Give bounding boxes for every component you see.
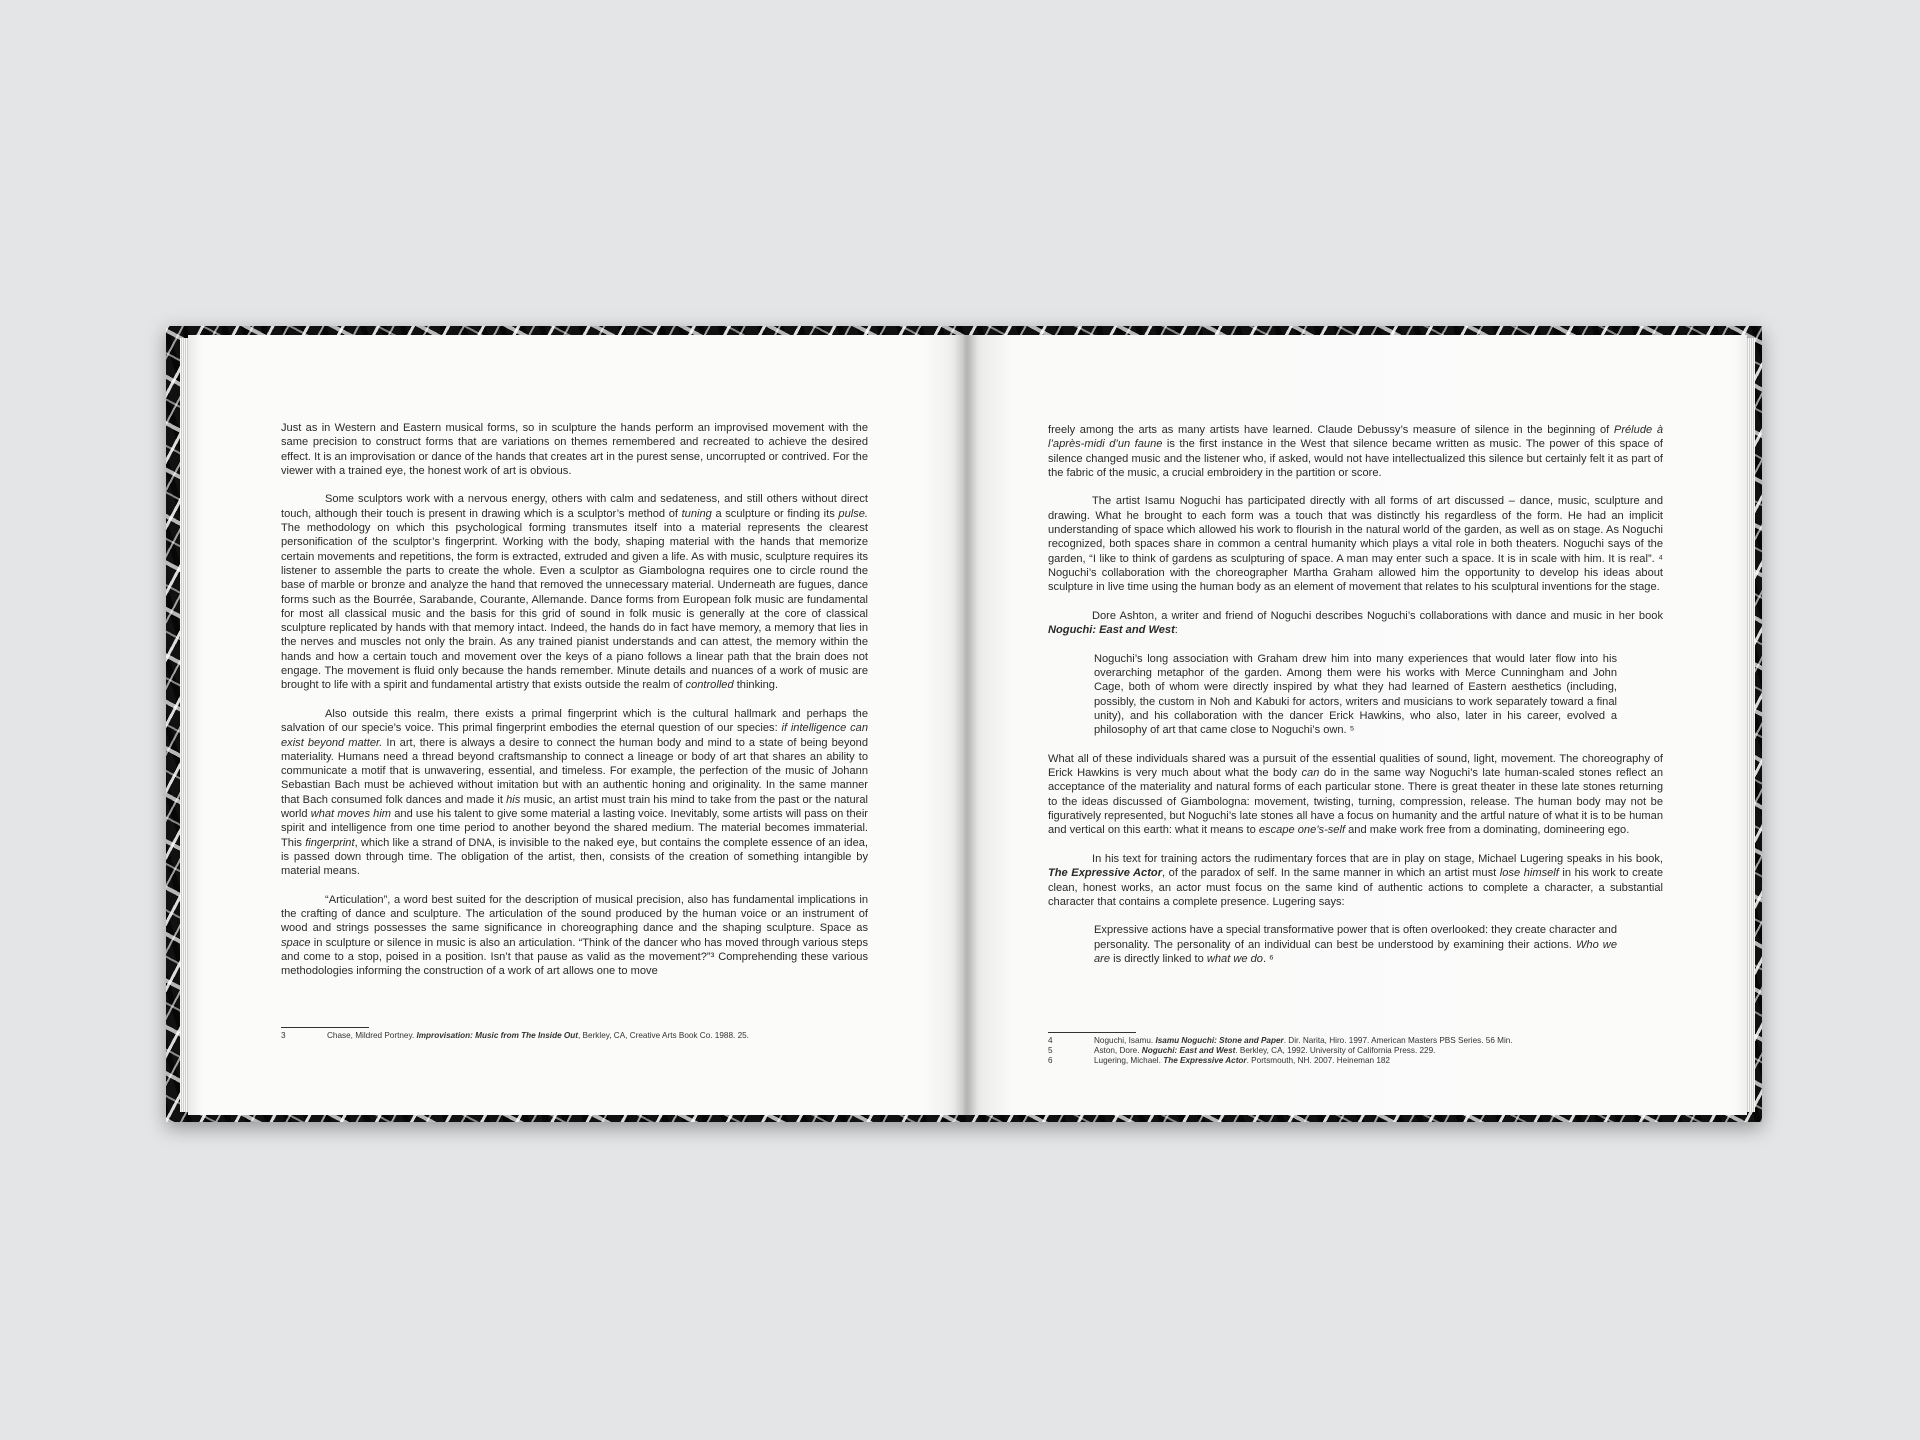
text-run: , Berkley, CA, Creative Arts Book Co. 1988. 25. <box>578 1031 749 1040</box>
text-run: , of the paradox of self. In the same manner in which an artist must <box>1162 867 1500 880</box>
footnote-text <box>1094 1056 1390 1066</box>
footnote <box>1048 1036 1648 1046</box>
paragraph <box>1048 423 1663 480</box>
emphasis-text: The Expressive Actor <box>1048 867 1163 880</box>
paragraph <box>1048 494 1663 594</box>
text-run: Noguchi, Isamu. <box>1094 1036 1156 1045</box>
paragraph <box>1048 852 1663 909</box>
footnote <box>281 1031 881 1041</box>
paragraph <box>281 707 868 879</box>
footnote-number: 4 <box>1048 1036 1053 1045</box>
block-quote <box>1094 652 1617 738</box>
emphasis-text: can <box>1301 767 1320 780</box>
footnote <box>1048 1056 1648 1066</box>
emphasis-text: The Expressive Actor <box>1163 1056 1247 1065</box>
text-run: and make work free from a dominating, domineering ego. <box>1345 824 1630 837</box>
paragraph <box>281 492 868 692</box>
footnote-number: 5 <box>1048 1046 1053 1055</box>
emphasis-text: Isamu Noguchi: Stone and Paper <box>1155 1036 1284 1045</box>
text-run: : <box>1174 624 1178 637</box>
emphasis-text: controlled <box>685 679 734 692</box>
text-run: and use his talent to give some material a lasting voice. Inevitably, some artists will pass on their spirit and intelligence from one time period to another beyond the shared medium. The material becomes immaterial. This <box>281 808 869 849</box>
page-edges-left <box>180 338 188 1112</box>
text-run: is directly linked to <box>1110 952 1207 965</box>
paragraph <box>281 893 868 979</box>
left-page-body <box>281 421 868 993</box>
text-run: . ⁶ <box>1262 952 1274 965</box>
text-run: . Dir. Narita, Hiro. 1997. American Masters PBS Series. 56 Min. <box>1283 1036 1513 1045</box>
footnote-number: 6 <box>1048 1056 1053 1065</box>
text-run: . Berkley, CA, 1992. University of California Press. 229. <box>1235 1046 1436 1055</box>
text-run: . Portsmouth, NH. 2007. Heineman 182 <box>1246 1056 1390 1065</box>
emphasis-text: what moves him <box>310 808 392 821</box>
text-run: In art, there is always a desire to connect the human body and mind to a state of being beyond materiality. Humans need a thread beyond craftsmanship to connect a lineage or body of art that shares an ability to communicate a motif that is unwavering, essential, and timeless. For example, the perfection of the music of Johann Sebastian Bach must be achieved without imitation but with an authentic honing and originality. In the same manner that Bach consumed folk dances and made it <box>281 736 869 806</box>
emphasis-text: Improvisation: Music from The Inside Out <box>416 1031 578 1040</box>
text-run: Expressive actions have a special transformative power that is often overlooked: they create character and personality. The personality of an individual can best be understood by examining their actions. <box>1094 924 1617 951</box>
text-run: The artist Isamu Noguchi has participated directly with all forms of art discussed – dance, music, sculpture and drawing. What he brought to each form was a touch that was distinctly his regardless of the form. He had an implicit understanding of space which allowed his work to flourish in the natural world of the garden, as well as on stage. As Noguchi recognized, both spaces share in common a central humanity which plays a vital role in both theaters. Noguchi says of the garden, “I like to think of gardens as sculpturing of space. A man may enter such a space. It is in scale with him. It is real”. ⁴ Noguchi’s collaboration with the choreographer Martha Graham allowed him the opportunity to develop his ideas about sculpture in live time using the human body as an element of movement that relates to his sculptural inventions for the stage. <box>1048 495 1663 594</box>
emphasis-text: fingerprint <box>305 836 355 849</box>
text-run: , which like a strand of DNA, is invisible to the naked eye, but contains the complete essence of an idea, is passed down through time. The obligation of the artist, then, consists of the creation of something intangible by material means. <box>281 836 868 878</box>
text-run: freely among the arts as many artists have learned. Claude Debussy’s measure of silence in the beginning of <box>1048 424 1614 436</box>
right-footnote-rule <box>1048 1032 1136 1033</box>
text-run: do in the same way Noguchi’s late human-scaled stones reflect an acceptance of the materiality and natural forms of each particular stone. There is great theater in these late stones returning to the ideas discussed of Giambologna: movement, twisting, turning, compression, release. The human body may not be figuratively represented, but Noguchi’s late stones all have a focus on humanity and the artful nature of what it is to be human and vertical on this earth: what it means to <box>1048 767 1663 837</box>
text-run: Also outside this realm, there exists a primal fingerprint which is the cultural hallmark and perhaps the salvation of our specie’s voice. This primal fingerprint embodies the eternal question of our species: <box>281 707 868 735</box>
text-run: What all of these individuals shared was a pursuit of the essential qualities of sound, light, movement. The choreography of Erick Hawkins is very much about what the body <box>1048 752 1663 780</box>
text-run: thinking. <box>733 679 779 692</box>
text-run: Some sculptors work with a nervous energy, others with calm and sedateness, and still others without direct touch, although their touch is present in drawing which is a sculptor’s method of <box>281 493 868 520</box>
text-run: “Articulation”, a word best suited for the description of musical precision, also has fundamental implications in the crafting of dance and sculpture. The articulation of the sound produced by the human voice or an instrument of wood and strings possesses the same significance in choreographing dance and the shaping sculpture. Space as <box>281 893 868 935</box>
emphasis-text: lose himself <box>1499 867 1559 880</box>
paragraph <box>1048 752 1663 838</box>
emphasis-text: pulse. <box>838 507 869 520</box>
emphasis-text: Noguchi: East and West <box>1141 1046 1236 1055</box>
footnote-text <box>1094 1036 1513 1046</box>
text-run: in his work to create clean, honest works, an actor must focus on the same kind of authentic actions to complete a character, a substantial character that contains a complete presence. Lugering says: <box>1048 867 1664 908</box>
footnote-text <box>1094 1046 1435 1056</box>
left-footnote-rule <box>281 1027 369 1028</box>
text-run: Lugering, Michael. <box>1094 1056 1164 1065</box>
footnote <box>1048 1046 1648 1056</box>
text-run: Aston, Dore. <box>1094 1046 1142 1055</box>
emphasis-text: escape one’s-self <box>1258 824 1346 837</box>
text-run: In his text for training actors the rudimentary forces that are in play on stage, Michael Lugering speaks in his book, <box>1092 852 1663 865</box>
right-page <box>964 335 1747 1115</box>
block-quote <box>1094 923 1617 966</box>
emphasis-text: what we do <box>1206 952 1263 965</box>
footnote-number: 3 <box>281 1031 286 1040</box>
text-run: music, an artist must train his mind to take from the past or the natural world <box>281 793 868 821</box>
emphasis-text: if intelligence can exist beyond matter. <box>281 722 869 749</box>
text-run: Noguchi’s long association with Graham drew him into many experiences that would later flow into his overarching metaphor of the garden. Among them were his works with Merce Cunningham and John Cage, both of whom were directly inspired by what they had learned of Eastern aesthetics (including, possibly, the custom in Noh and Kabuki for actors, writers and musicians to work separately toward a final unity), and his collaboration with the dancer Erick Hawkins, who also, later in his career, evolved a philosophy of art that came close to Noguchi’s own. ⁵ <box>1094 652 1617 737</box>
text-run: The methodology on which this psychological forming transmutes itself into a material represents the clearest personification of the sculptor’s fingerprint. Working with the body, shaping material with the hands that memorize certain movements and repetitions, the form is extracted, extruded and given a life. As with music, sculpture requires its listener to assemble the parts to create the whole. Even a sculptor as Giambologna requires one to circle round the base of marble or bronze and analyze the hand that removed the unnecessary material. Underneath are fugues, dance forms such as the Bourrée, Sarabande, Courante, Allemande. Dance forms from European folk music are fundamental for most all classical music and the basis for this grid of sound in folk music is generally at the core of classical sculpture replicated by hands with that memory intact. Indeed, the hands do in fact have memory, a memory that lies in the nerves and muscles not only the brain. As any trained pianist understands and can attest, the memory within the hands and how a certain touch and movement over the keys of a piano follows a linear path that the brain does not engage. The movement is fluid only because the hands remember. Minute details and nuances of a work of music are brought to life with a spirit and fundamental artistry that exists outside the realm of <box>281 522 868 692</box>
emphasis-text: Who we are <box>1094 938 1617 965</box>
emphasis-text: his <box>506 793 521 806</box>
text-run: Just as in Western and Eastern musical forms, so in sculpture the hands perform an improvised movement with the same precision to construct forms that are variations on themes remembered and recreated to achieve the desired effect. It is an improvisation or dance of the hands that creates art in the purest sense, uncorrupted or contrived. For the viewer with a trained eye, the honest work of art is obvious. <box>281 422 868 477</box>
emphasis-text: tuning <box>681 507 712 520</box>
right-page-body <box>1048 423 1663 981</box>
paragraph <box>1048 609 1663 638</box>
footnote-text <box>327 1031 749 1041</box>
paragraph <box>281 421 868 478</box>
right-footnotes <box>1048 1036 1648 1066</box>
text-run: a sculpture or finding its <box>711 507 839 520</box>
emphasis-text: Noguchi: East and West <box>1048 624 1175 637</box>
left-page <box>188 335 964 1115</box>
text-run: Chase, Mildred Portney. <box>327 1031 417 1040</box>
text-run: Dore Ashton, a writer and friend of Noguchi describes Noguchi’s collaborations with dance and music in her book <box>1092 609 1663 622</box>
left-footnotes <box>281 1031 881 1041</box>
text-run: in sculpture or silence in music is also an articulation. “Think of the dancer who has moved through various steps and come to a stop, poised in a position. Isn’t that pause as valid as the movement?”³ Comprehending these various methodologies informing the construction of a work of art allows one to move <box>281 936 868 978</box>
emphasis-text: space <box>281 936 311 949</box>
emphasis-text: Prélude à l’après-midi d’un faune <box>1048 424 1663 451</box>
text-run: is the first instance in the West that silence became written as music. The power of this space of silence changed music and the listener who, if asked, would not have intellectualized this silence but certainly felt it as part of the fabric of the music, a crucial embroidery in the partition or score. <box>1048 438 1663 479</box>
page-edges-right <box>1747 338 1755 1112</box>
